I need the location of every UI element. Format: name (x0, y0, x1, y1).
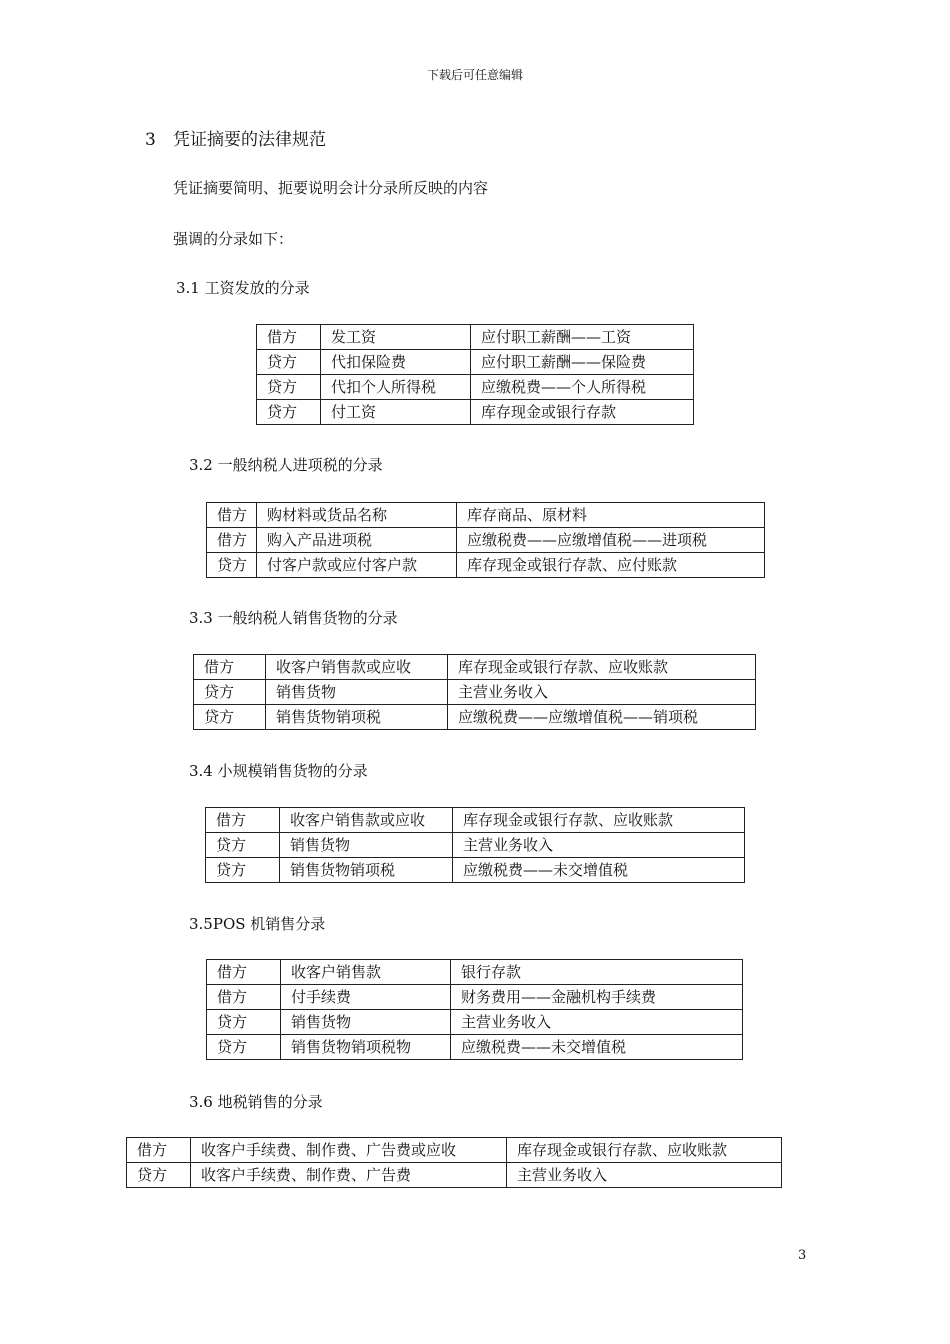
ledger-table-3-2 (206, 502, 765, 578)
subsection-title-3-6: 3.6 地税销售的分录 (189, 1093, 323, 1111)
table-row (207, 1035, 743, 1060)
account-cell: 库存现金或银行存款 (471, 400, 694, 425)
summary-cell: 收客户手续费、制作费、广告费或应收 (191, 1138, 507, 1163)
account-cell: 主营业务收入 (451, 1010, 743, 1035)
paragraph-intro: 凭证摘要简明、扼要说明会计分录所反映的内容 (173, 179, 489, 197)
account-cell: 库存现金或银行存款、应付账款 (457, 553, 765, 578)
section-number: 3 (145, 130, 156, 150)
side-cell: 借方 (207, 985, 281, 1010)
ledger-table-3-3 (193, 654, 756, 730)
table-row (206, 833, 745, 858)
table-row (257, 350, 694, 375)
summary-cell: 发工资 (321, 325, 471, 350)
side-cell: 贷方 (194, 705, 266, 730)
side-cell: 贷方 (257, 375, 321, 400)
account-cell: 主营业务收入 (448, 680, 756, 705)
subsection-title-3-3: 3.3 一般纳税人销售货物的分录 (189, 609, 398, 627)
summary-cell: 付工资 (321, 400, 471, 425)
table-row (194, 655, 756, 680)
summary-cell: 收客户销售款或应收 (266, 655, 448, 680)
section-title (145, 125, 326, 150)
table-row (207, 960, 743, 985)
summary-cell: 代扣个人所得税 (321, 375, 471, 400)
table-row (257, 375, 694, 400)
subsection-title-3-2: 3.2 一般纳税人进项税的分录 (189, 456, 383, 474)
section-title-text: 凭证摘要的法律规范 (173, 130, 326, 150)
side-cell: 借方 (257, 325, 321, 350)
summary-cell: 购入产品进项税 (257, 528, 457, 553)
table-row (127, 1138, 782, 1163)
ledger-table-3-5 (206, 959, 743, 1060)
account-cell: 应缴税费——个人所得税 (471, 375, 694, 400)
account-cell: 应缴税费——应缴增值税——进项税 (457, 528, 765, 553)
table-row (257, 400, 694, 425)
paragraph-entries: 强调的分录如下： (173, 230, 294, 248)
summary-cell: 销售货物销项税物 (281, 1035, 451, 1060)
account-cell: 应付职工薪酬——保险费 (471, 350, 694, 375)
side-cell: 借方 (207, 503, 257, 528)
summary-cell: 付客户款或应付客户款 (257, 553, 457, 578)
account-cell: 库存现金或银行存款、应收账款 (453, 808, 745, 833)
table-row (207, 1010, 743, 1035)
table-row (207, 528, 765, 553)
account-cell: 库存商品、原材料 (457, 503, 765, 528)
side-cell: 贷方 (127, 1163, 191, 1188)
table-row (194, 680, 756, 705)
account-cell: 应缴税费——未交增值税 (451, 1035, 743, 1060)
account-cell: 主营业务收入 (507, 1163, 782, 1188)
table-row (207, 503, 765, 528)
side-cell: 贷方 (207, 1035, 281, 1060)
table-row (207, 553, 765, 578)
summary-cell: 付手续费 (281, 985, 451, 1010)
side-cell: 借方 (127, 1138, 191, 1163)
account-cell: 银行存款 (451, 960, 743, 985)
side-cell: 贷方 (194, 680, 266, 705)
summary-cell: 收客户销售款或应收 (280, 808, 453, 833)
table-row (257, 325, 694, 350)
summary-cell: 销售货物 (280, 833, 453, 858)
table-row (206, 858, 745, 883)
subsection-title-3-4: 3.4 小规模销售货物的分录 (189, 762, 368, 780)
account-cell: 应缴税费——未交增值税 (453, 858, 745, 883)
page-header: 下载后可任意编辑 (426, 68, 523, 82)
summary-cell: 收客户销售款 (281, 960, 451, 985)
side-cell: 借方 (194, 655, 266, 680)
table-row (127, 1163, 782, 1188)
side-cell: 贷方 (206, 858, 280, 883)
account-cell: 财务费用——金融机构手续费 (451, 985, 743, 1010)
table-row (206, 808, 745, 833)
ledger-table-3-1 (256, 324, 694, 425)
ledger-table-3-4 (205, 807, 745, 883)
side-cell: 借方 (206, 808, 280, 833)
account-cell: 应付职工薪酬——工资 (471, 325, 694, 350)
subsection-title-3-1: 3.1 工资发放的分录 (176, 279, 310, 297)
side-cell: 贷方 (257, 400, 321, 425)
table-row (207, 985, 743, 1010)
summary-cell: 收客户手续费、制作费、广告费 (191, 1163, 507, 1188)
side-cell: 贷方 (206, 833, 280, 858)
side-cell: 借方 (207, 528, 257, 553)
side-cell: 借方 (207, 960, 281, 985)
page-number: 3 (798, 1248, 807, 1263)
summary-cell: 销售货物销项税 (280, 858, 453, 883)
side-cell: 贷方 (257, 350, 321, 375)
summary-cell: 代扣保险费 (321, 350, 471, 375)
account-cell: 主营业务收入 (453, 833, 745, 858)
ledger-table-3-6 (126, 1137, 782, 1188)
account-cell: 库存现金或银行存款、应收账款 (448, 655, 756, 680)
side-cell: 贷方 (207, 553, 257, 578)
side-cell: 贷方 (207, 1010, 281, 1035)
subsection-title-3-5: 3.5POS 机销售分录 (189, 915, 326, 933)
table-row (194, 705, 756, 730)
account-cell: 库存现金或银行存款、应收账款 (507, 1138, 782, 1163)
summary-cell: 销售货物 (281, 1010, 451, 1035)
summary-cell: 销售货物销项税 (266, 705, 448, 730)
account-cell: 应缴税费——应缴增值税——销项税 (448, 705, 756, 730)
summary-cell: 购材料或货品名称 (257, 503, 457, 528)
summary-cell: 销售货物 (266, 680, 448, 705)
